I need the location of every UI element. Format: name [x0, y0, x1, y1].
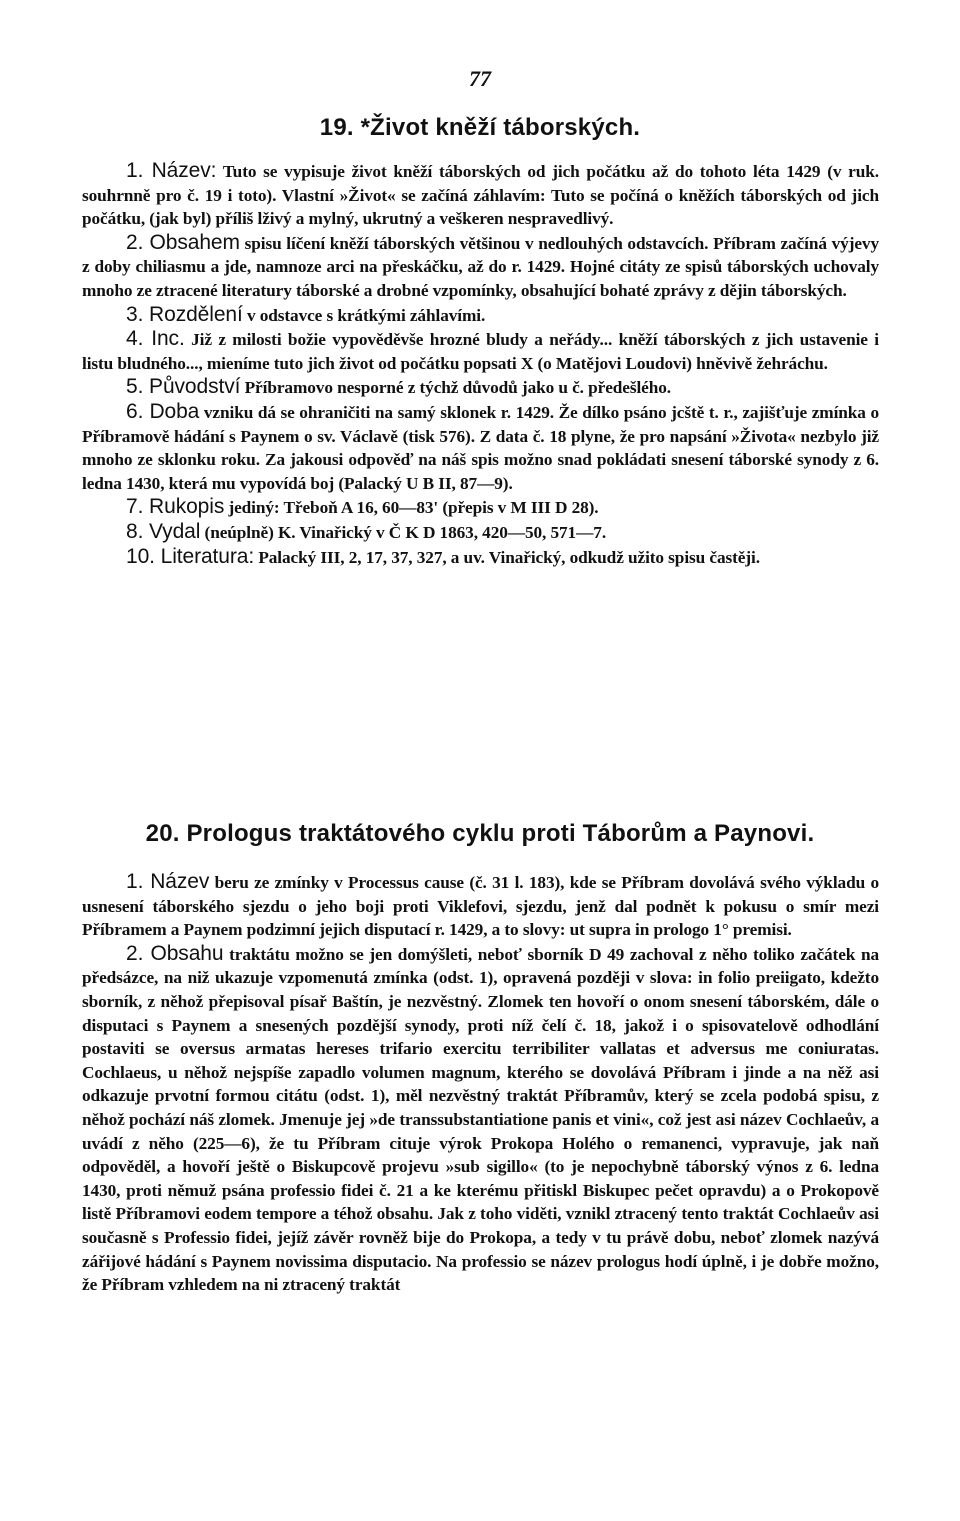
paragraph-text: v odstavce s krátkými záhlavími.: [242, 305, 486, 325]
paragraph-text: spisu líčení kněží táborských většinou v nedlouhých odstavcích. Příbram začíná výjevy z doby chiliasmu a jde, namnoze arci na přeskáčku, až do r. 1429. Hojné citáty ze spisů táborských uchovaly mnoho ze ztracené literatury táborské a drobné vzpomínky, obsahující bohaté zprávy z dějin táborských.: [82, 233, 879, 300]
section-20-body: [82, 870, 879, 1297]
paragraph: [82, 303, 879, 328]
paragraph: [82, 942, 879, 1297]
paragraph: [82, 520, 879, 545]
paragraph-text: Již z milosti božie vypověděvše hrozné bludy a neřády... kněží táborských z jich ustavenie i listu bludného..., mieníme tuto jich život od počátku popsati X (o Matějovi Loudovi) hněvivě žehráchu.: [82, 330, 879, 373]
paragraph: [82, 159, 879, 231]
section-19-title: 19. *Život kněží táborských.: [319, 114, 641, 141]
paragraph: [82, 327, 879, 375]
paragraph: [82, 400, 879, 495]
paragraph: [82, 231, 879, 303]
paragraph: [82, 495, 879, 520]
paragraph-lead: 5. Původství: [126, 375, 241, 399]
paragraph-text: vzniku dá se ohraničiti na samý sklonek r. 1429. Že dílko psáno jcště t. r., zajišťuje zmínka o Příbramově hádání s Paynem o sv. Václavě (tisk 576). Z data č. 18 plyne, že pro napsání »Života« nezbylo již mnoho ze sklonku roku. Za jakousi odpověď na náš spis možno snad pokládati snesení táborské synody z 6. ledna 1430, která mu vypovídá boj (Palacký U B II, 87—9).: [82, 402, 879, 493]
paragraph-lead: 7. Rukopis: [126, 495, 225, 519]
paragraph-lead: 2. Obsahem: [126, 230, 240, 254]
paragraph-lead: 10. Literatura:: [126, 544, 255, 568]
paragraph-text: jediný: Třeboň A 16, 60—83' (přepis v M III D 28).: [224, 498, 599, 518]
paragraph-text: Tuto se vypisuje život kněží táborských od jich počátku až do tohoto léta 1429 (v ruk. souhrnně pro č. 19 i toto). Vlastní »Život« se začíná záhlavím: Tuto se počíná o kněžích táborských od jich počátku, (jak byl) příliš lživý a mylný, ukrutný a veškeren nespravedlivý.: [82, 162, 879, 229]
paragraph-text: beru ze zmínky v Processus cause (č. 31 l. 183), kde se Příbram dovolává svého výkladu o usnesení táborského sjezdu o jeho boji proti Viklefovi, sjezdu, jenž dal podnět k pokusu o smír mezi Příbramem a Paynem podzimní jejich disputací r. 1429, a to slovy: ut supra in prologo 1° premisi.: [82, 873, 879, 940]
paragraph-lead: 1. Název:: [126, 159, 217, 182]
paragraph: [82, 375, 879, 400]
paragraph: [82, 870, 879, 942]
paragraph-text: (neúplně) K. Vinařický v Č K D 1863, 420—50, 571—7.: [200, 522, 607, 542]
paragraph-lead: 3. Rozdělení: [126, 302, 243, 326]
page-number: 77: [469, 66, 491, 91]
paragraph-text: traktátu možno se jen domýšleti, neboť sborník D 49 zachoval z něho toliko začátek na předsázce, na niž ukazuje vzpomenutá zmínka (odst. 1), opravená později v slova: in folio preiigato, kdežto sborník, z něhož přepisoval písař Baštín, je nezvěstný. Zlomek ten hovoří o onom snesení táborském, dále o disputaci s Paynem a snesených pozdější synody, proti níž čelí č. 18, jakož i o spisovatelově odhodlání postaviti se oversus armatas hereses trifario exercitu terribiliter vallatas et adversus me coniuratas. Cochlaeus, u něhož nejspíše zapadlo volumen magnum, kterého se dovolává Příbram i jinde a na něž asi odkazuje prvotní formou citátu (odst. 1), měl nezvěstný traktát Příbramův, který se zcela podobá spisu, z něhož pochází náš zlomek. Jmenuje jej »de transsubstantiatione panis et vini«, což jest asi název Cochlaeův, a uvádí z něho (225—6), že tu Příbram cituje výrok Prokopa Holého o remanenci, vypravuje, jak naň odpověděl, a hovoří ještě o Biskupcově projevu »sub sigillo« (to je nepochybně táborský výnos z 6. ledna 1430, proti němuž psána professio fidei č. 21 a ke kterému přitiskl Biskupec pečet opravdu) a o Prokopově listě Příbramovi eodem tempore a téhož obsahu. Jak z toho viděti, vznikl ztracený tento traktát Cochlaeův asi současně s Professio fidei, jejíž závěr rovněž bije do Prokopa, a tedy v tu právě dobu, neboť zlomek nazývá zářijové hádání s Paynem novissima disputacio. Na professio se název prologus hodí úplně, i je dobře možno, že Příbram vzhledem na ni ztracený traktát: [82, 944, 879, 1295]
section-20-title: 20. Prologus traktátového cyklu proti Táborům a Paynovi.: [145, 820, 815, 847]
paragraph-lead: 1. Název: [126, 870, 210, 893]
paragraph: [82, 545, 879, 570]
paragraph-lead: 2. Obsahu: [126, 941, 224, 965]
paragraph-text: Příbramovo nesporné z týchž důvodů jako u č. předešlého.: [240, 378, 672, 398]
paragraph-text: Palacký III, 2, 17, 37, 327, a uv. Vinařický, odkudž užito spisu častěji.: [254, 547, 760, 567]
paragraph-lead: 6. Doba: [126, 399, 200, 423]
section-19-body: [82, 159, 879, 569]
paragraph-lead: 8. Vydal: [126, 519, 201, 543]
paragraph-lead: 4. Inc.: [126, 327, 185, 351]
